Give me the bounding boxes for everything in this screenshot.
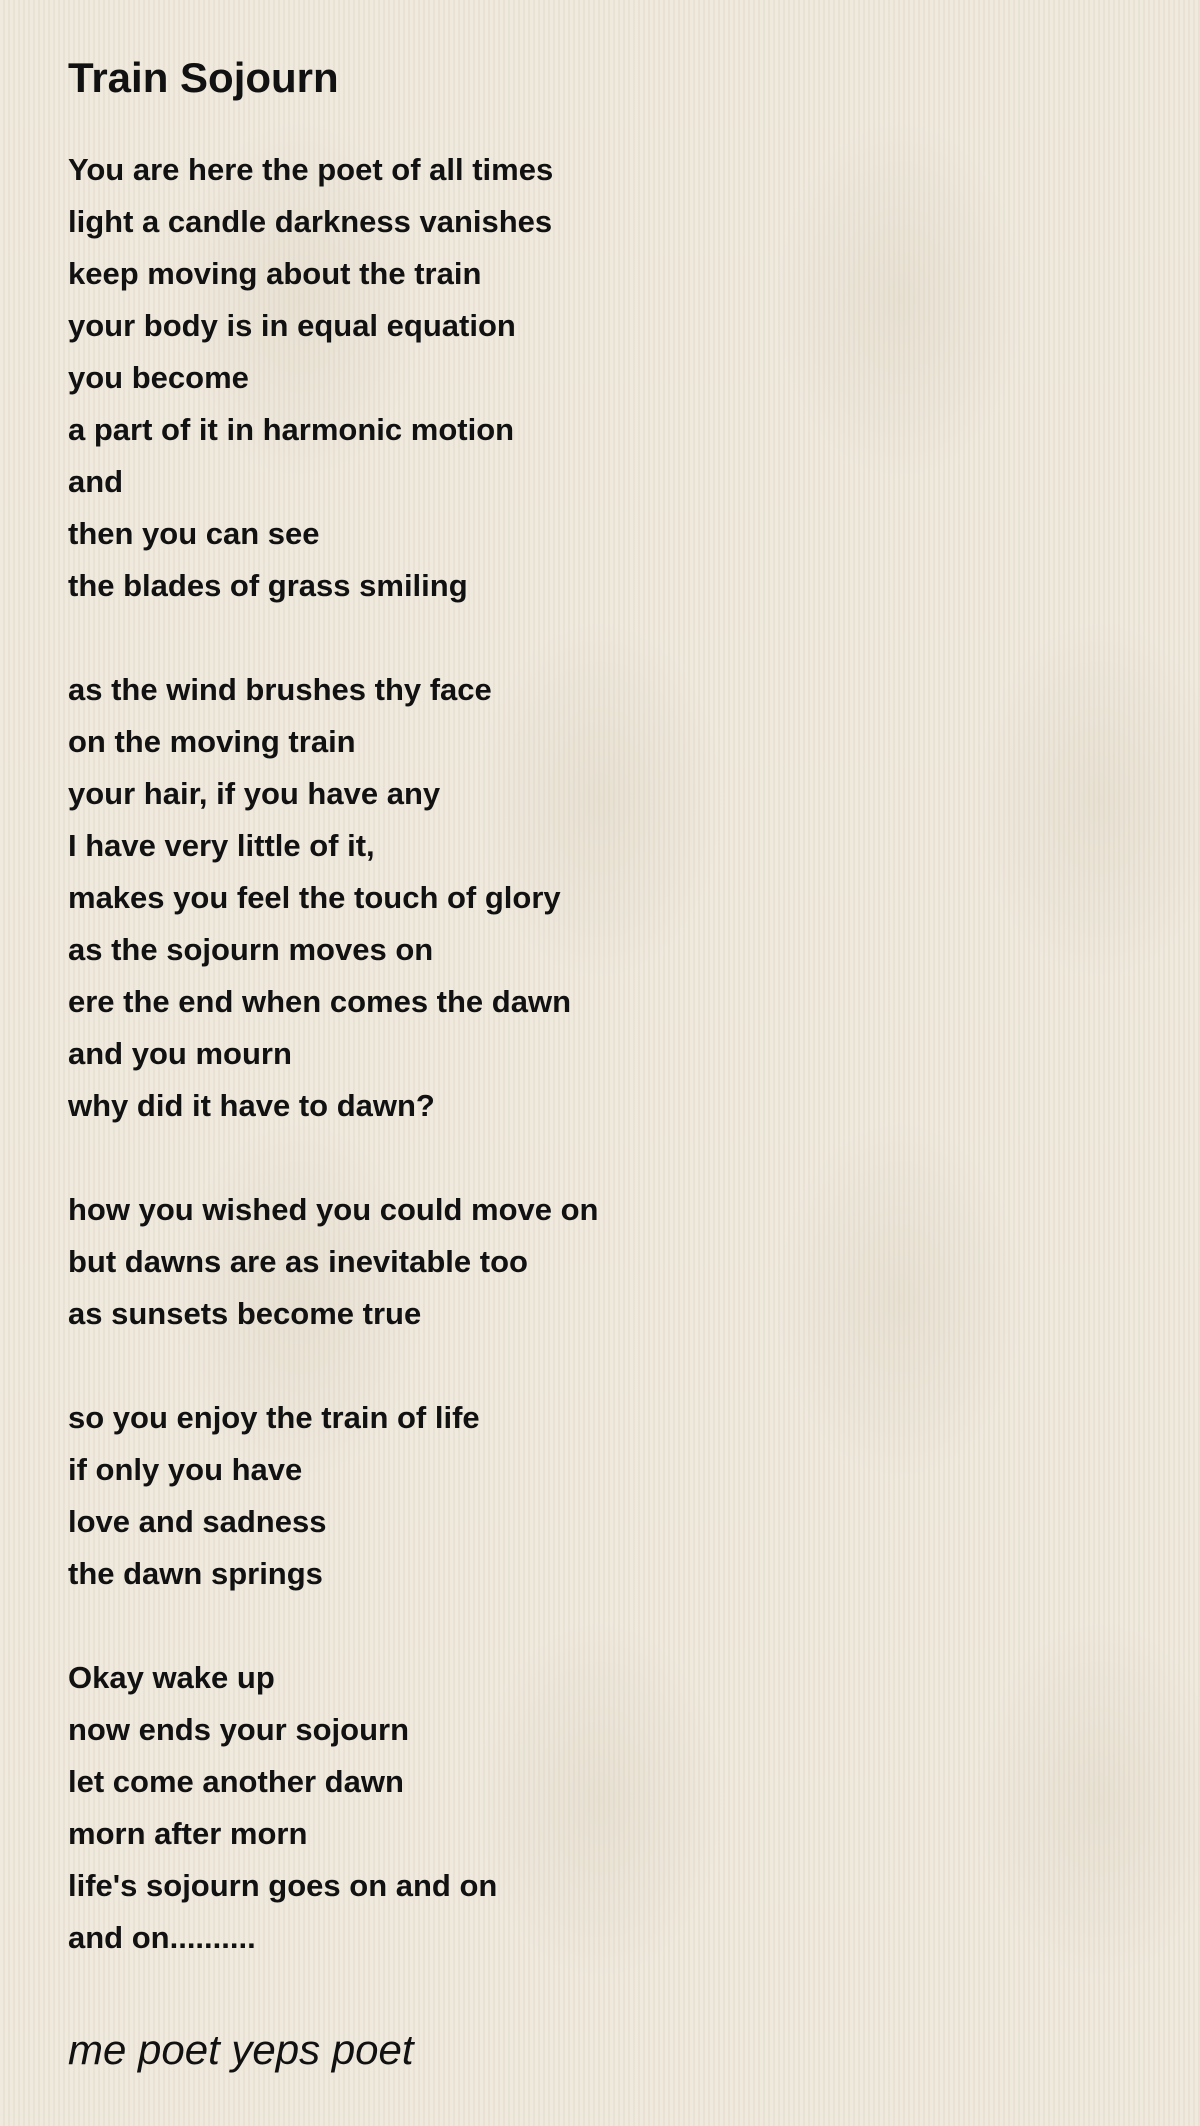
poem-line: so you enjoy the train of life xyxy=(68,1400,480,1435)
poem-line: life's sojourn goes on and on xyxy=(68,1868,498,1903)
poem-line: how you wished you could move on xyxy=(68,1192,599,1227)
poem-author: me poet yeps poet xyxy=(68,2026,414,2073)
poem-container xyxy=(68,48,1128,2016)
stanza-3 xyxy=(68,1184,1128,1340)
poem-line: and you mourn xyxy=(68,1036,292,1071)
poem-line: ere the end when comes the dawn xyxy=(68,984,572,1019)
poem-line: your hair, if you have any xyxy=(68,776,441,811)
poem-line: now ends your sojourn xyxy=(68,1712,410,1747)
poem-title: Train Sojourn xyxy=(68,54,339,101)
poem-line: light a candle darkness vanishes xyxy=(68,204,553,239)
poem-line: on the moving train xyxy=(68,724,356,759)
stanza-1 xyxy=(68,144,1128,612)
poem-line: and on.......... xyxy=(68,1920,256,1955)
poem-line: if only you have xyxy=(68,1452,303,1487)
poem-line: as the wind brushes thy face xyxy=(68,672,492,707)
poem-line: and xyxy=(68,464,124,499)
stanza-4 xyxy=(68,1392,1128,1600)
poem-line: but dawns are as inevitable too xyxy=(68,1244,528,1279)
stanza-2 xyxy=(68,664,1128,1132)
stanza-5 xyxy=(68,1652,1128,1964)
poem-line: why did it have to dawn? xyxy=(68,1088,435,1123)
poem-line: let come another dawn xyxy=(68,1764,404,1799)
poem-line: Okay wake up xyxy=(68,1660,275,1695)
poem-line: I have very little of it, xyxy=(68,828,375,863)
poem-line: morn after morn xyxy=(68,1816,308,1851)
poem-line: as sunsets become true xyxy=(68,1296,422,1331)
poem-line: then you can see xyxy=(68,516,320,551)
poem-line: you become xyxy=(68,360,249,395)
poem-line: love and sadness xyxy=(68,1504,327,1539)
poem-line: a part of it in harmonic motion xyxy=(68,412,515,447)
poem-line: makes you feel the touch of glory xyxy=(68,880,561,915)
poem-line: You are here the poet of all times xyxy=(68,152,554,187)
poem-line: your body is in equal equation xyxy=(68,308,516,343)
poem-line: as the sojourn moves on xyxy=(68,932,434,967)
poem-line: keep moving about the train xyxy=(68,256,482,291)
poem-line: the blades of grass smiling xyxy=(68,568,468,603)
poem-line: the dawn springs xyxy=(68,1556,323,1591)
